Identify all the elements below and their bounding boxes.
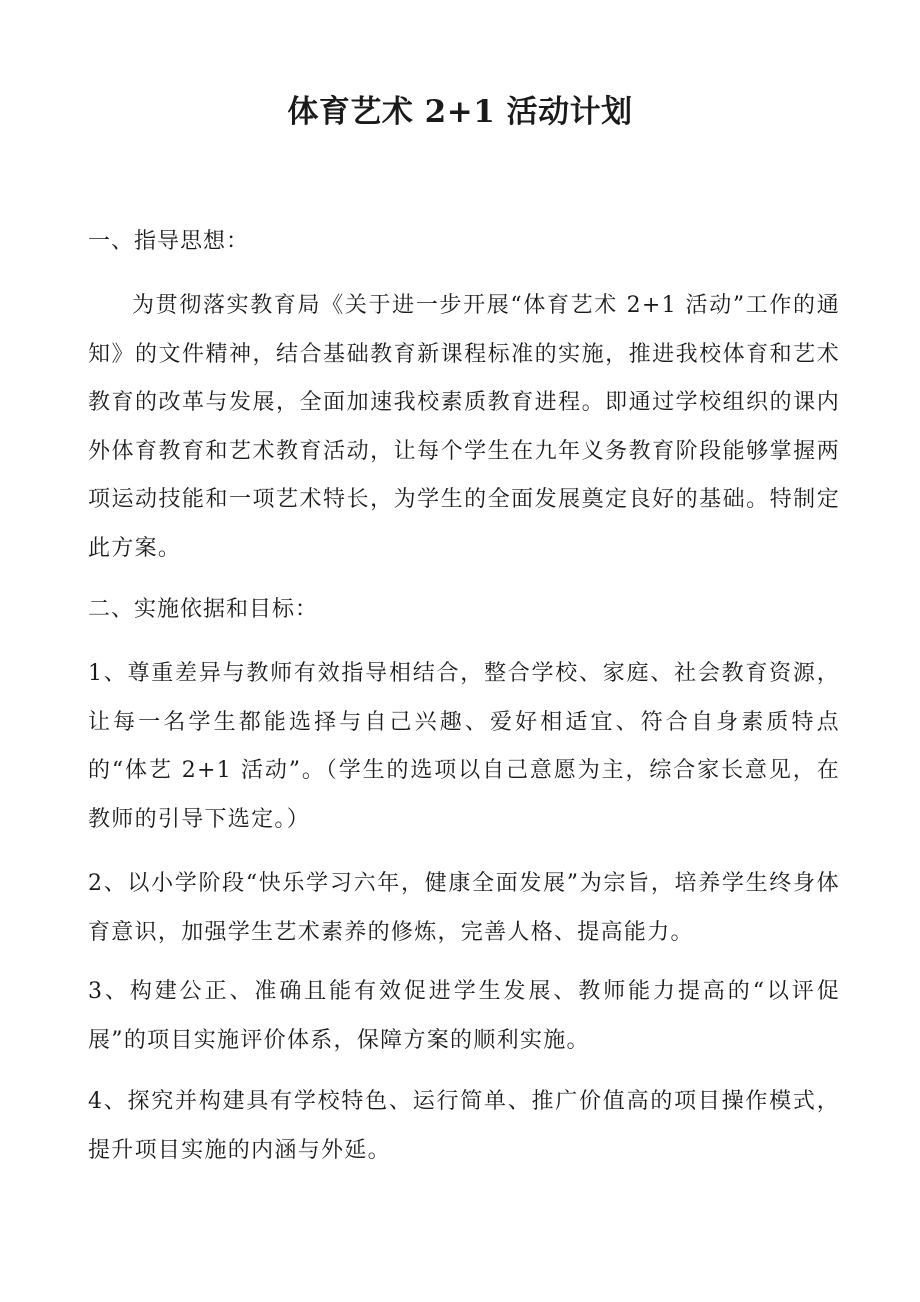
document-title: 体育艺术 2+1 活动计划: [287, 94, 633, 130]
section-heading-basis-and-goals: 二、实施依据和目标：: [88, 597, 319, 622]
goal-item-4: 4、探究并构建具有学校特色、运行简单、推广价值高的项目操作模式，提升项目实施的内涵与外延。: [88, 1089, 840, 1163]
goal-item-3: 3、构建公正、准确且能有效促进学生发展、教师能力提高的“以评促展”的项目实施评价体系，保障方案的顺利实施。: [88, 979, 840, 1053]
section-heading-guiding-ideology: 一、指导思想：: [88, 229, 250, 254]
paragraph-guiding-ideology: 为贯彻落实教育局《关于进一步开展“体育艺术 2+1 活动”工作的通知》的文件精神，结合基础教育新课程标准的实施，推进我校体育和艺术教育的改革与发展，全面加速我校素质教育进程。即通过学校组织的课内外体育教育和艺术教育活动，让每个学生在九年义务教育阶段能够掌握两项运动技能和一项艺术特长，为学生的全面发展奠定良好的基础。特制定此方案。: [88, 293, 840, 561]
goal-item-2: 2、以小学阶段“快乐学习六年，健康全面发展”为宗旨，培养学生终身体育意识，加强学生艺术素养的修炼，完善人格、提高能力。: [88, 871, 840, 945]
goal-item-1: 1、尊重差异与教师有效指导相结合，整合学校、家庭、社会教育资源，让每一名学生都能选择与自己兴趣、爱好相适宜、符合自身素质特点的“体艺 2+1 活动”。（学生的选项以自己意愿为主，综合家长意见，在教师的引导下选定。）: [88, 661, 840, 832]
